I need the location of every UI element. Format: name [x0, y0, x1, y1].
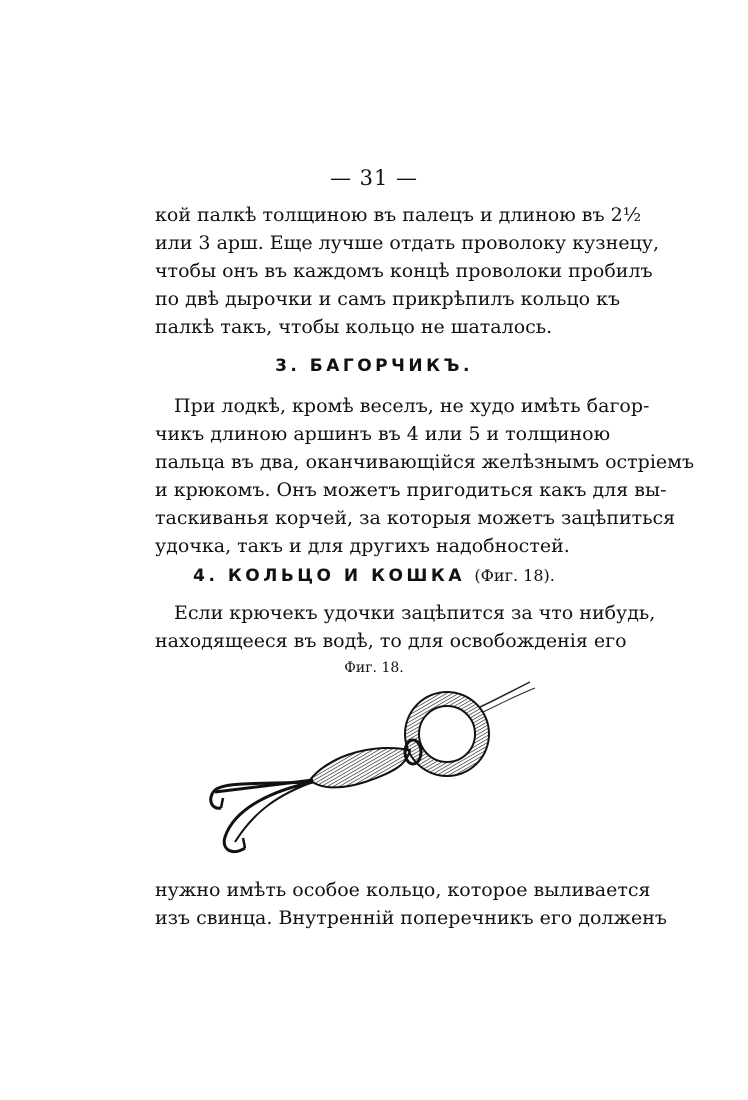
text-line: нужно имѣть особое кольцо, которое выливается — [155, 879, 651, 901]
text-line: кой палкѣ толщиною въ палецъ и длиною въ 2½ — [155, 204, 642, 226]
text-line: пальца въ два, оканчивающійся желѣзнымъ остріемъ — [155, 451, 695, 473]
figure-caption: Фиг. 18. — [344, 660, 404, 676]
text-line: При лодкѣ, кромѣ веселъ, не худо имѣть багор- — [174, 395, 650, 417]
text-line: палкѣ такъ, чтобы кольцо не шаталось. — [155, 316, 553, 338]
figure-reference: (Фиг. 18). — [474, 566, 555, 585]
paragraph-after-figure — [155, 876, 667, 932]
paragraph-bagorchik — [155, 392, 695, 560]
text-line: по двѣ дырочки и самъ прикрѣпилъ кольцо къ — [155, 288, 621, 310]
text-line: Если крючекъ удочки зацѣпится за что нибудь, — [174, 602, 656, 624]
section-heading-bagorchik: 3. БАГОРЧИКЪ. — [275, 356, 473, 376]
heading-text: 4. КОЛЬЦО И КОШКА — [193, 566, 465, 586]
text-line: и крюкомъ. Онъ можетъ пригодиться какъ для вы- — [155, 479, 667, 501]
figure-ring-and-hook-illustration — [195, 672, 555, 867]
paragraph-continued — [155, 201, 660, 341]
text-line: таскиванья корчей, за которыя можетъ зацѣпиться — [155, 507, 676, 529]
text-line: чикъ длиною аршинъ въ 4 или 5 и толщиною — [155, 423, 611, 445]
text-line: изъ свинца. Внутренній поперечникъ его долженъ — [155, 907, 667, 929]
text-line: или 3 арш. Еще лучше отдать проволоку кузнецу, — [155, 232, 660, 254]
paragraph-koltso — [155, 599, 656, 655]
text-line: удочка, такъ и для другихъ надобностей. — [155, 535, 570, 557]
section-heading-koltso — [0, 566, 748, 586]
text-line: чтобы онъ въ каждомъ концѣ проволоки пробилъ — [155, 260, 653, 282]
page-number: — 31 — — [329, 166, 419, 190]
text-line: находящееся въ водѣ, то для освобожденія его — [155, 630, 627, 652]
